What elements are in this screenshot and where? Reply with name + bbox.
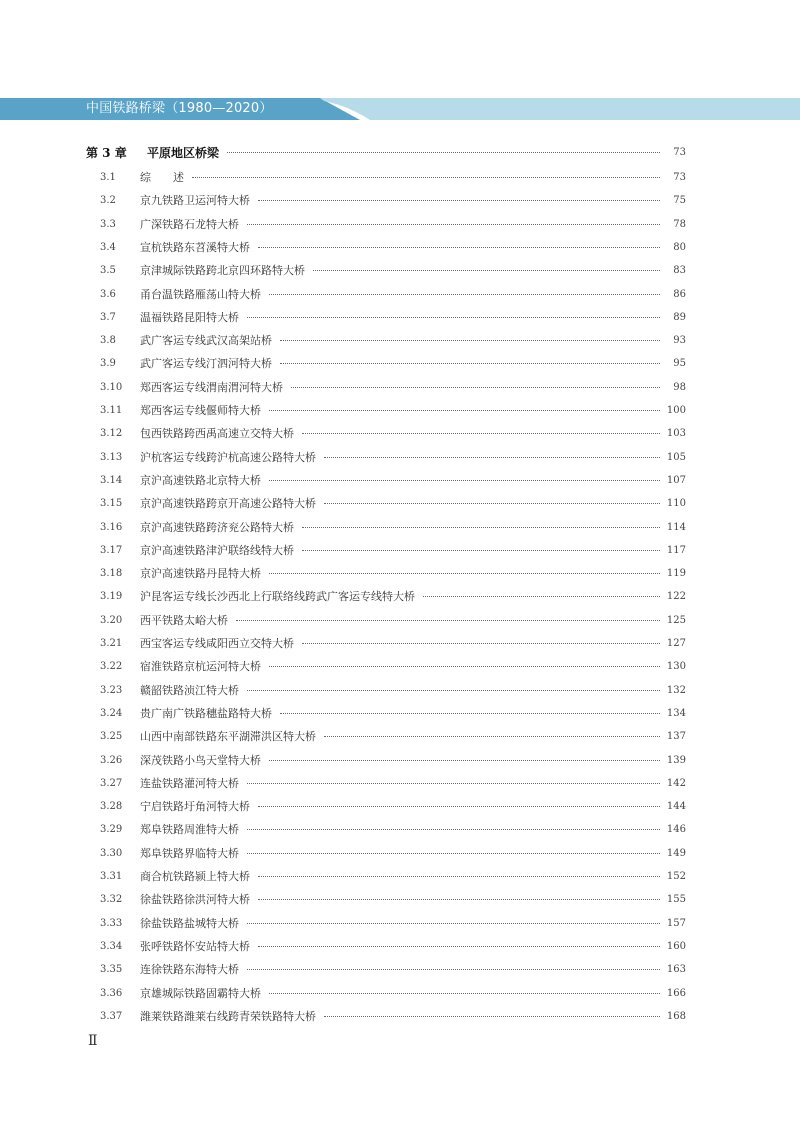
leader-dots bbox=[269, 294, 660, 295]
toc-entry[interactable] bbox=[0, 215, 800, 235]
entry-title: 郑阜铁路周淮特大桥 bbox=[140, 820, 243, 840]
entry-number: 3.31 bbox=[100, 871, 123, 882]
entry-page: 142 bbox=[666, 777, 686, 789]
entry-number: 3.18 bbox=[100, 568, 123, 580]
entry-title: 张呼铁路怀安站特大桥 bbox=[140, 937, 254, 957]
entry-number: 3.8 bbox=[100, 335, 116, 347]
entry-page: 157 bbox=[666, 917, 686, 929]
entry-number: 3.33 bbox=[100, 917, 123, 929]
entry-title: 连徐铁路东海特大桥 bbox=[140, 960, 243, 980]
entry-page: 134 bbox=[666, 707, 686, 719]
header-title: 中国铁路桥梁（1980—2020） bbox=[86, 101, 273, 116]
entry-title: 山西中南部铁路东平湖滞洪区特大桥 bbox=[140, 727, 320, 747]
toc-entry[interactable] bbox=[0, 285, 800, 305]
leader-dots bbox=[258, 946, 660, 947]
leader-dots bbox=[192, 177, 660, 178]
entry-number: 3.34 bbox=[100, 940, 123, 952]
toc-entry[interactable] bbox=[0, 914, 800, 934]
entry-number: 3.2 bbox=[100, 195, 116, 207]
entry-number: 3.23 bbox=[100, 684, 123, 696]
entry-page: 100 bbox=[666, 405, 686, 416]
entry-page: 168 bbox=[666, 1010, 686, 1022]
entry-number: 3.6 bbox=[100, 288, 116, 300]
entry-page: 103 bbox=[666, 428, 686, 440]
entry-page: 93 bbox=[673, 335, 686, 347]
leader-dots bbox=[269, 666, 660, 667]
entry-number: 3.13 bbox=[100, 451, 123, 463]
entry-page: 139 bbox=[666, 754, 686, 766]
entry-title: 温福铁路昆阳特大桥 bbox=[140, 308, 243, 328]
entry-title: 京津城际铁路跨北京四环路特大桥 bbox=[140, 261, 309, 281]
toc-entry[interactable] bbox=[0, 541, 800, 561]
entry-number: 3.30 bbox=[100, 847, 123, 859]
entry-page: 160 bbox=[666, 940, 686, 952]
toc-entry[interactable] bbox=[0, 261, 800, 281]
entry-title: 京沪高速铁路津沪联络线特大桥 bbox=[140, 541, 298, 561]
entry-number: 3.11 bbox=[100, 405, 123, 416]
entry-title: 宣杭铁路东苕溪特大桥 bbox=[140, 238, 254, 258]
entry-number: 3.17 bbox=[100, 544, 123, 556]
entry-number: 3.25 bbox=[100, 731, 123, 743]
entry-title: 宿淮铁路京杭运河特大桥 bbox=[140, 657, 265, 677]
entry-page: 163 bbox=[666, 964, 686, 976]
entry-number: 3.21 bbox=[100, 638, 123, 649]
entry-page: 130 bbox=[666, 661, 686, 673]
entry-title: 郑西客运专线偃师特大桥 bbox=[140, 401, 265, 421]
entry-number: 3.22 bbox=[100, 661, 123, 673]
toc-entry[interactable] bbox=[0, 424, 800, 444]
entry-number: 3.26 bbox=[100, 754, 123, 766]
toc-entry[interactable] bbox=[0, 681, 800, 701]
toc-entry[interactable] bbox=[0, 494, 800, 514]
entry-page: 107 bbox=[666, 474, 686, 486]
toc-entry[interactable] bbox=[0, 308, 800, 328]
leader-dots bbox=[258, 806, 660, 807]
entry-page: 152 bbox=[666, 871, 686, 882]
entry-title: 京雄城际铁路固霸特大桥 bbox=[140, 984, 265, 1004]
entry-title: 徐盐铁路盐城特大桥 bbox=[140, 914, 243, 934]
entry-number: 3.9 bbox=[100, 358, 116, 370]
leader-dots bbox=[269, 573, 660, 574]
leader-dots bbox=[247, 224, 660, 225]
leader-dots bbox=[324, 736, 660, 737]
leader-dots bbox=[247, 969, 660, 970]
entry-number: 3.20 bbox=[100, 614, 123, 626]
leader-dots bbox=[247, 690, 660, 691]
leader-dots bbox=[247, 923, 660, 924]
entry-page: 149 bbox=[666, 847, 686, 859]
toc-entry[interactable] bbox=[0, 401, 800, 421]
entry-title: 京沪高速铁路北京特大桥 bbox=[140, 471, 265, 491]
entry-title: 西平铁路太峪大桥 bbox=[140, 611, 232, 631]
entry-number: 3.24 bbox=[100, 707, 123, 719]
leader-dots bbox=[236, 620, 660, 621]
toc-chapter-entry[interactable] bbox=[0, 143, 800, 163]
entry-number: 3.4 bbox=[100, 241, 116, 253]
entry-number: 3.14 bbox=[100, 474, 123, 486]
toc-entry[interactable] bbox=[0, 238, 800, 258]
chapter-page: 73 bbox=[673, 147, 686, 158]
page-number-marker: Ⅱ bbox=[88, 1033, 98, 1049]
entry-number: 3.28 bbox=[100, 801, 123, 813]
toc-entry[interactable] bbox=[0, 191, 800, 211]
toc-entry[interactable] bbox=[0, 797, 800, 817]
toc-entry[interactable] bbox=[0, 354, 800, 374]
entry-page: 125 bbox=[666, 614, 686, 626]
entry-title: 宁启铁路圩角河特大桥 bbox=[140, 797, 254, 817]
entry-number: 3.3 bbox=[100, 218, 116, 230]
entry-page: 78 bbox=[673, 218, 686, 230]
toc-entry[interactable] bbox=[0, 844, 800, 864]
entry-page: 75 bbox=[673, 195, 686, 207]
leader-dots bbox=[247, 317, 660, 318]
leader-dots bbox=[291, 387, 660, 388]
entry-page: 98 bbox=[673, 381, 686, 393]
entry-number: 3.16 bbox=[100, 521, 123, 533]
entry-title: 广深铁路石龙特大桥 bbox=[140, 215, 243, 235]
leader-dots bbox=[258, 876, 660, 877]
leader-dots bbox=[258, 247, 660, 248]
entry-title: 京沪高速铁路丹昆特大桥 bbox=[140, 564, 265, 584]
entry-number: 3.36 bbox=[100, 987, 123, 999]
entry-page: 127 bbox=[666, 638, 686, 649]
entry-number: 3.15 bbox=[100, 498, 123, 510]
entry-title: 沪昆客运专线长沙西北上行联络线跨武广客运专线特大桥 bbox=[140, 587, 419, 607]
leader-dots bbox=[258, 200, 660, 201]
toc-entry[interactable] bbox=[0, 704, 800, 724]
entry-title: 武广客运专线汀泗河特大桥 bbox=[140, 354, 276, 374]
leader-dots bbox=[324, 503, 660, 504]
entry-title: 包西铁路跨西禹高速立交特大桥 bbox=[140, 424, 298, 444]
entry-title: 京九铁路卫运河特大桥 bbox=[140, 191, 254, 211]
entry-number: 3.10 bbox=[100, 381, 123, 393]
chapter-title: 平原地区桥梁 bbox=[147, 143, 223, 163]
entry-number: 3.5 bbox=[100, 265, 116, 277]
toc-entry[interactable] bbox=[0, 751, 800, 771]
entry-title: 郑西客运专线渭南渭河特大桥 bbox=[140, 378, 287, 398]
entry-title: 商合杭铁路颍上特大桥 bbox=[140, 867, 254, 887]
entry-page: 89 bbox=[673, 311, 686, 323]
entry-title: 贵广南广铁路穗盐路特大桥 bbox=[140, 704, 276, 724]
entry-title: 京沪高速铁路跨济兖公路特大桥 bbox=[140, 518, 298, 538]
toc-entry[interactable] bbox=[0, 611, 800, 631]
toc-entry[interactable] bbox=[0, 820, 800, 840]
entry-page: 73 bbox=[673, 172, 686, 183]
leader-dots bbox=[258, 899, 660, 900]
entry-page: 146 bbox=[666, 824, 686, 836]
leader-dots bbox=[269, 410, 660, 411]
entry-title: 甬台温铁路雁荡山特大桥 bbox=[140, 285, 265, 305]
leader-dots bbox=[302, 527, 660, 528]
toc-entry[interactable] bbox=[0, 890, 800, 910]
toc-entry[interactable] bbox=[0, 774, 800, 794]
leader-dots bbox=[269, 993, 660, 994]
leader-dots bbox=[247, 783, 660, 784]
entry-number: 3.29 bbox=[100, 824, 123, 836]
leader-dots bbox=[269, 760, 660, 761]
entry-title: 深茂铁路小鸟天堂特大桥 bbox=[140, 751, 265, 771]
toc-entry[interactable] bbox=[0, 960, 800, 980]
entry-title: 沪杭客运专线跨沪杭高速公路特大桥 bbox=[140, 448, 320, 468]
leader-dots bbox=[227, 152, 660, 153]
entry-page: 122 bbox=[666, 591, 686, 603]
toc-entry[interactable] bbox=[0, 937, 800, 957]
toc-entry[interactable] bbox=[0, 518, 800, 538]
entry-page: 117 bbox=[666, 544, 686, 556]
entry-title: 京沪高速铁路跨京开高速公路特大桥 bbox=[140, 494, 320, 514]
entry-page: 86 bbox=[673, 288, 686, 300]
entry-page: 155 bbox=[666, 894, 686, 906]
entry-title: 西宝客运专线咸阳西立交特大桥 bbox=[140, 634, 298, 654]
leader-dots bbox=[324, 457, 660, 458]
leader-dots bbox=[313, 270, 660, 271]
entry-title: 赣韶铁路浈江特大桥 bbox=[140, 681, 243, 701]
entry-title: 徐盐铁路徐洪河特大桥 bbox=[140, 890, 254, 910]
toc-entry[interactable] bbox=[0, 587, 800, 607]
leader-dots bbox=[247, 829, 660, 830]
entry-title: 连盐铁路灌河特大桥 bbox=[140, 774, 243, 794]
entry-title: 潍莱铁路潍莱右线跨青荣铁路特大桥 bbox=[140, 1007, 320, 1027]
entry-page: 137 bbox=[666, 731, 686, 743]
entry-number: 3.19 bbox=[100, 591, 123, 603]
entry-page: 144 bbox=[666, 801, 686, 813]
entry-page: 166 bbox=[666, 987, 686, 999]
leader-dots bbox=[302, 550, 660, 551]
leader-dots bbox=[280, 713, 660, 714]
toc-entry[interactable] bbox=[0, 727, 800, 747]
toc-entry[interactable] bbox=[0, 634, 800, 654]
toc-entry[interactable] bbox=[0, 984, 800, 1004]
toc-entry[interactable] bbox=[0, 168, 800, 188]
toc-entry[interactable] bbox=[0, 331, 800, 351]
leader-dots bbox=[302, 433, 660, 434]
leader-dots bbox=[247, 853, 660, 854]
entry-title: 综 述 bbox=[140, 168, 188, 188]
leader-dots bbox=[302, 643, 660, 644]
leader-dots bbox=[324, 1016, 660, 1017]
entry-number: 3.37 bbox=[100, 1010, 123, 1022]
entry-number: 3.1 bbox=[100, 172, 116, 183]
entry-page: 80 bbox=[673, 241, 686, 253]
entry-number: 3.32 bbox=[100, 894, 123, 906]
toc-entry[interactable] bbox=[0, 471, 800, 491]
toc-entry[interactable] bbox=[0, 657, 800, 677]
entry-title: 武广客运专线武汉高架站桥 bbox=[140, 331, 276, 351]
entry-number: 3.35 bbox=[100, 964, 123, 976]
entry-page: 119 bbox=[666, 568, 686, 580]
chapter-number: 第 3 章 bbox=[86, 146, 127, 160]
toc-entry[interactable] bbox=[0, 1007, 800, 1027]
entry-page: 95 bbox=[673, 358, 686, 370]
toc-entry[interactable] bbox=[0, 867, 800, 887]
entry-number: 3.12 bbox=[100, 428, 123, 440]
toc-entry[interactable] bbox=[0, 448, 800, 468]
entry-title: 郑阜铁路界临特大桥 bbox=[140, 844, 243, 864]
entry-page: 105 bbox=[666, 451, 686, 463]
entry-page: 110 bbox=[666, 498, 686, 510]
entry-page: 83 bbox=[673, 265, 686, 277]
leader-dots bbox=[423, 596, 660, 597]
toc-entry[interactable] bbox=[0, 564, 800, 584]
entry-number: 3.7 bbox=[100, 311, 116, 323]
leader-dots bbox=[280, 340, 660, 341]
entry-page: 132 bbox=[666, 684, 686, 696]
leader-dots bbox=[269, 480, 660, 481]
toc-entry[interactable] bbox=[0, 378, 800, 398]
leader-dots bbox=[280, 363, 660, 364]
entry-number: 3.27 bbox=[100, 777, 123, 789]
entry-page: 114 bbox=[666, 521, 686, 533]
